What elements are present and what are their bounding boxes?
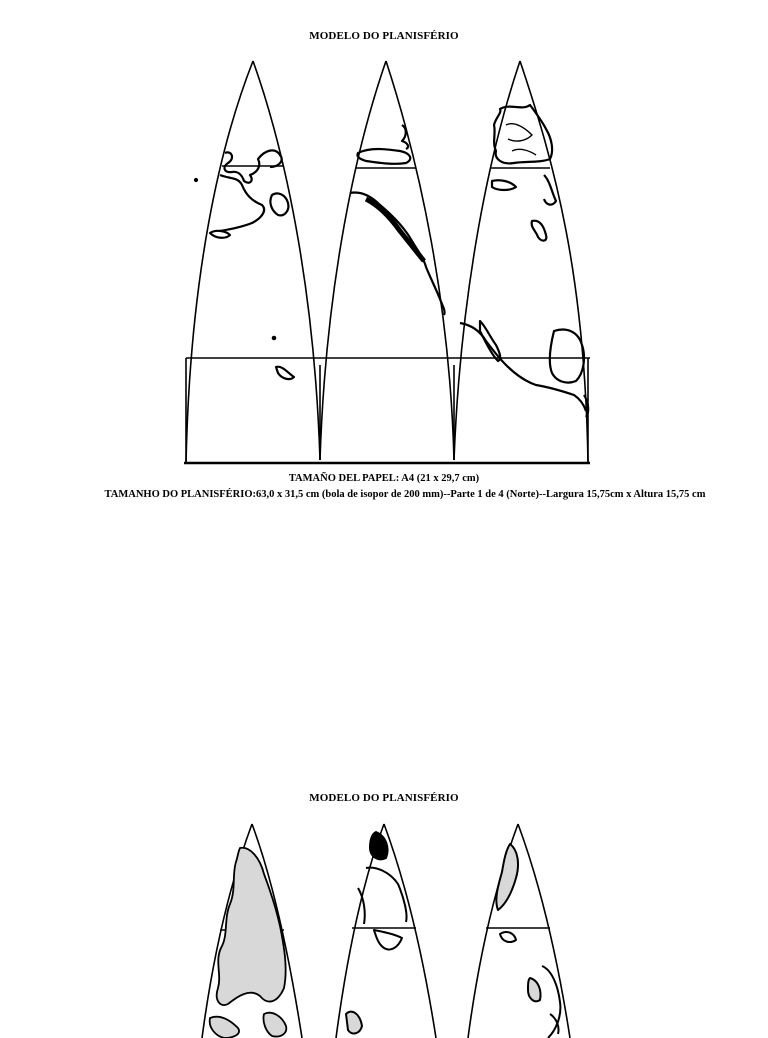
gore-outline [253, 61, 320, 460]
gore-map-north [180, 55, 600, 475]
land-mass [210, 1017, 239, 1038]
gore-outline [320, 61, 386, 460]
gore-outline [518, 824, 570, 1038]
land-mass [263, 1013, 286, 1037]
gore-outline [454, 61, 520, 460]
gore-outline [386, 61, 454, 460]
gore-outline [186, 61, 253, 463]
paper-size-caption: TAMAÑO DEL PAPEL: A4 (21 x 29,7 cm) [288, 473, 480, 484]
coastline [532, 221, 547, 241]
sheet-title: MODELO DO PLANISFÉRIO [309, 792, 459, 804]
coastline [276, 367, 294, 379]
coastline [370, 832, 388, 859]
coastline [402, 125, 408, 149]
coastline [550, 330, 584, 383]
coastline [506, 124, 532, 141]
coastline [210, 231, 230, 238]
land-mass [217, 848, 286, 1005]
coastline [350, 193, 445, 316]
coastline [512, 149, 536, 155]
planisphere-sheet-2 [0, 780, 768, 1024]
coastline [500, 932, 516, 942]
gore-map-south [180, 818, 600, 1038]
coastline [220, 175, 264, 231]
coastline [346, 1012, 362, 1034]
coastline [366, 199, 424, 261]
gore-outline [520, 61, 588, 463]
coastline [492, 180, 516, 190]
coastline [496, 844, 518, 910]
planisphere-size-caption: TAMANHO DO PLANISFÉRIO:63,0 x 31,5 cm (bola de isopor de 200 mm)--Parte 1 de 4 (Norte)--Largura 15,75cm x Altura 15,75 cm [104, 489, 706, 500]
coastline [374, 930, 402, 950]
coastline [357, 149, 410, 164]
coastline [270, 193, 288, 215]
sheet-title: MODELO DO PLANISFÉRIO [309, 30, 459, 42]
coastline [460, 323, 586, 411]
gore-outline [384, 824, 436, 1038]
coastline [528, 978, 541, 1001]
